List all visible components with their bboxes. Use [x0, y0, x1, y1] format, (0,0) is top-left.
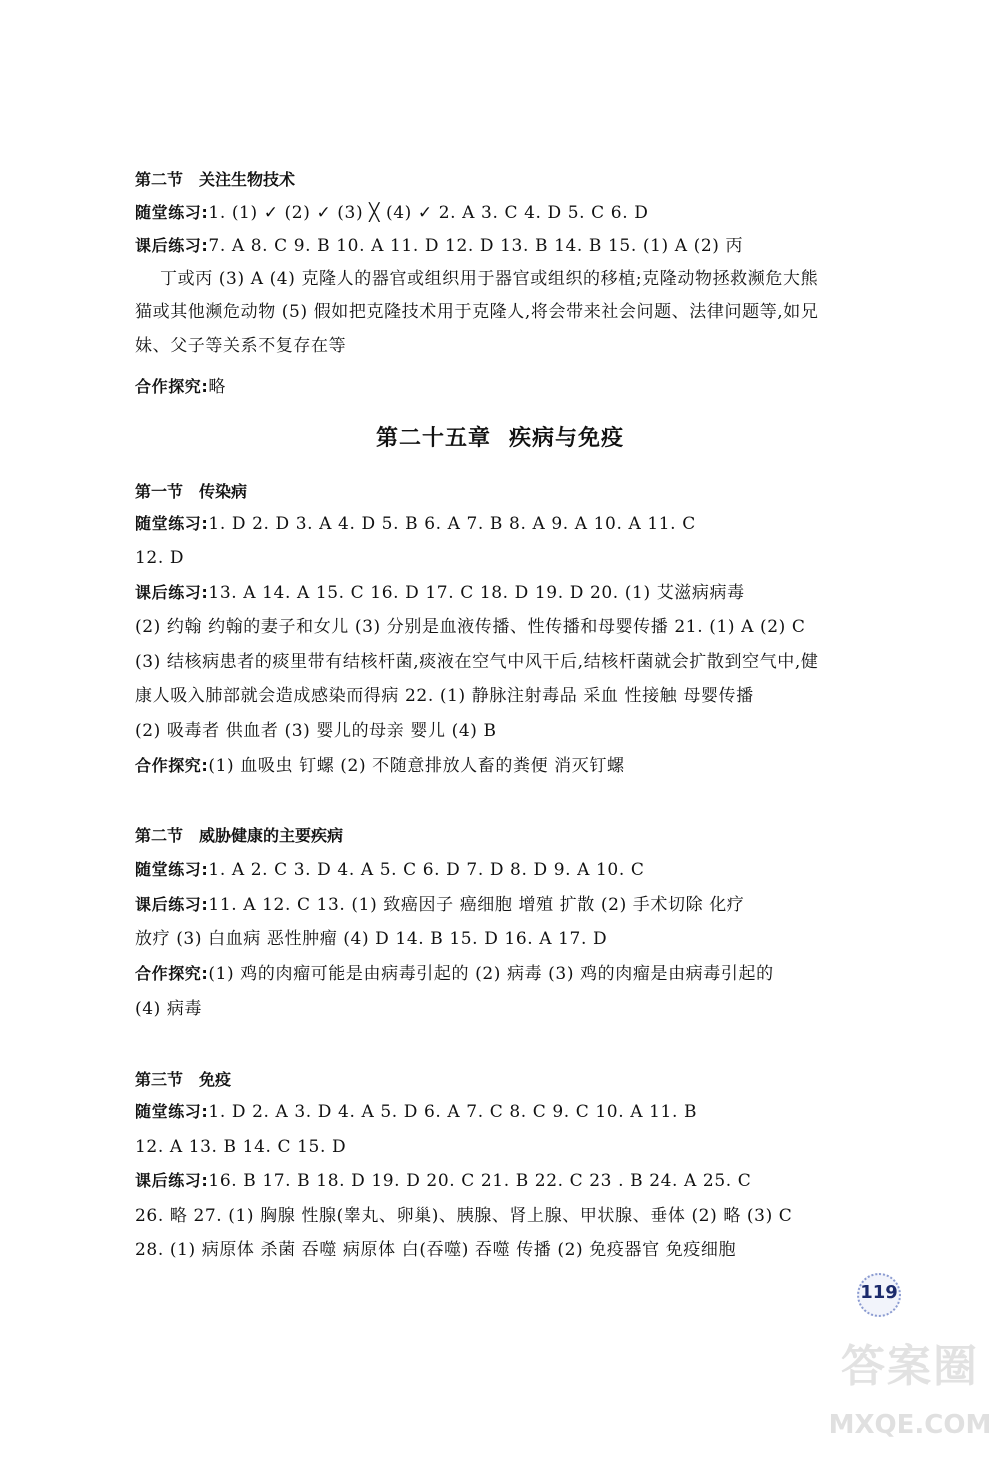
watermark-logo: [825, 1330, 995, 1455]
after-class-answers: 16. B 17. B 18. D 19. D 20. C 21. B 22. C 23 . B 24. A 25. C: [208, 1171, 752, 1191]
answer-line: (2) 吸毒者 供血者 (3) 婴儿的母亲 婴儿 (4) B: [135, 721, 497, 741]
after-class-label: 课后练习:: [135, 1171, 209, 1190]
practice-label: 随堂练习:: [135, 203, 209, 222]
section-name: 传染病: [199, 482, 248, 501]
answer-line: 康人吸入肺部就会造成感染而得病 22. (1) 静脉注射毒品 采血 性接触 母婴传播: [135, 686, 754, 706]
chapter-title: [0, 425, 1000, 453]
section-number: 第三节: [135, 1070, 184, 1089]
answer-line: 12. D: [135, 548, 185, 568]
answer-line: 28. (1) 病原体 杀菌 吞噬 病原体 白(吞噬) 吞噬 传播 (2) 免疫器官 免疫细胞: [135, 1240, 737, 1260]
cooperative-answer: (1) 血吸虫 钉螺 (2) 不随意排放人畜的粪便 消灭钉螺: [208, 756, 625, 776]
cooperative-line: [135, 756, 875, 776]
practice-line: [135, 203, 875, 223]
section-number: 第二节: [135, 826, 184, 845]
practice-answers: 1. (1) ✓ (2) ✓ (3) ╳ (4) ✓ 2. A 3. C 4. D 5. C 6. D: [208, 203, 649, 223]
practice-line: [135, 1102, 875, 1122]
after-class-line: [135, 583, 875, 603]
practice-label: 随堂练习:: [135, 1102, 209, 1121]
after-class-label: 课后练习:: [135, 895, 209, 914]
section-number: 第一节: [135, 482, 184, 501]
practice-line: [135, 514, 875, 534]
section-name: 威胁健康的主要疾病: [199, 826, 344, 845]
after-class-line: [135, 1171, 875, 1191]
practice-line: [135, 860, 875, 880]
answer-line: 猫或其他濒危动物 (5) 假如把克隆技术用于克隆人,将会带来社会问题、法律问题等,如兄: [135, 302, 819, 322]
answer-line: 妹、父子等关系不复存在等: [135, 336, 347, 356]
section-title: [135, 826, 343, 846]
after-class-line: [135, 236, 875, 256]
cooperative-line: [135, 377, 875, 397]
answer-line: 26. 略 27. (1) 胸腺 性腺(睾丸、卵巢)、胰腺、肾上腺、甲状腺、垂体 (2) 略 (3) C: [135, 1206, 793, 1226]
after-class-answers: 7. A 8. C 9. B 10. A 11. D 12. D 13. B 14. B 15. (1) A (2) 丙: [208, 236, 744, 256]
practice-label: 随堂练习:: [135, 514, 209, 533]
after-class-answers: 11. A 12. C 13. (1) 致癌因子 癌细胞 增殖 扩散 (2) 手术切除 化疗: [208, 895, 745, 915]
chapter-name: 疾病与免疫: [509, 426, 625, 451]
after-class-label: 课后练习:: [135, 236, 209, 255]
page-number-badge: [852, 1268, 906, 1322]
chapter-number: 第二十五章: [375, 426, 491, 451]
practice-answers: 1. D 2. A 3. D 4. A 5. D 6. A 7. C 8. C 9. C 10. A 11. B: [208, 1102, 698, 1122]
answer-line: (2) 约翰 约翰的妻子和女儿 (3) 分别是血液传播、性传播和母婴传播 21. (1) A (2) C: [135, 617, 806, 637]
answer-line: 丁或丙 (3) A (4) 克隆人的器官或组织用于器官或组织的移植;克隆动物拯救濒危大熊: [160, 269, 819, 289]
section-number: 第二节: [135, 170, 184, 189]
cooperative-label: 合作探究:: [135, 756, 209, 775]
watermark-url: MXQE.COM: [828, 1410, 992, 1440]
cooperative-answer: 略: [208, 377, 227, 397]
page-number: 119: [860, 1282, 898, 1303]
answer-line: 放疗 (3) 白血病 恶性肿瘤 (4) D 14. B 15. D 16. A 17. D: [135, 929, 608, 949]
cooperative-label: 合作探究:: [135, 377, 209, 396]
cooperative-line: [135, 964, 875, 984]
after-class-label: 课后练习:: [135, 583, 209, 602]
answer-line: (4) 病毒: [135, 999, 203, 1019]
section-name: 关注生物技术: [199, 170, 296, 189]
answer-line: 12. A 13. B 14. C 15. D: [135, 1137, 347, 1157]
section-title: [135, 1070, 231, 1090]
watermark-title: 答案圈: [841, 1341, 979, 1392]
practice-label: 随堂练习:: [135, 860, 209, 879]
after-class-line: [135, 895, 875, 915]
after-class-answers: 13. A 14. A 15. C 16. D 17. C 18. D 19. D 20. (1) 艾滋病病毒: [208, 583, 745, 603]
practice-answers: 1. D 2. D 3. A 4. D 5. B 6. A 7. B 8. A 9. A 10. A 11. C: [208, 514, 696, 534]
cooperative-label: 合作探究:: [135, 964, 209, 983]
practice-answers: 1. A 2. C 3. D 4. A 5. C 6. D 7. D 8. D 9. A 10. C: [208, 860, 645, 880]
section-name: 免疫: [199, 1070, 232, 1089]
cooperative-answer: (1) 鸡的肉瘤可能是由病毒引起的 (2) 病毒 (3) 鸡的肉瘤是由病毒引起的: [208, 964, 774, 984]
answer-line: (3) 结核病患者的痰里带有结核杆菌,痰液在空气中风干后,结核杆菌就会扩散到空气中,健: [135, 652, 819, 672]
section-title: [135, 482, 247, 502]
section-title: [135, 170, 295, 190]
